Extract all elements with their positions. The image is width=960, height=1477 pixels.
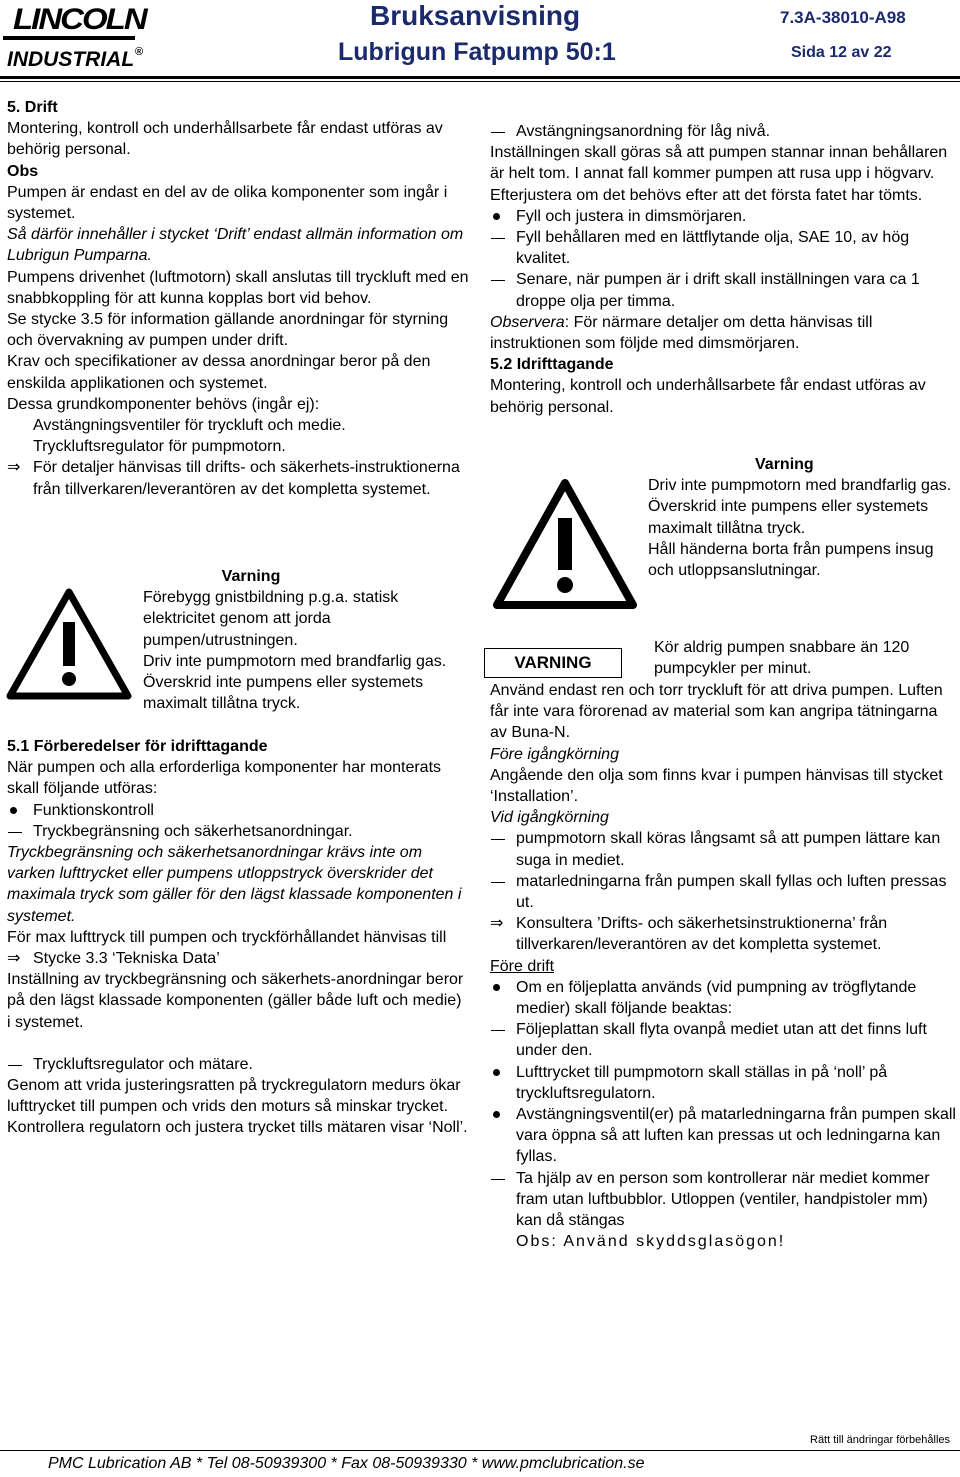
arrow-icon: ⇒ <box>7 950 21 968</box>
section-heading-5-2: 5.2 Idrifttagande <box>490 356 614 374</box>
reference-text: Stycke 3.3 ‘Tekniska Data’ <box>33 950 220 968</box>
bullet-item <box>490 1104 956 1168</box>
paragraph: Kontrollera regulatorn och justera trycket tills mätaren visar ‘Noll’. <box>7 1119 468 1137</box>
logo-bar <box>3 36 135 40</box>
warning-title: Varning <box>221 568 281 585</box>
italic-note: Tryckbegränsning och säkerhetsanordningar krävs inte om varken lufttrycket eller pumpens utloppstryck överskrider det maximala tryck som gäller för den lägst klassade komponenten i systemet. <box>7 844 462 925</box>
bullet-item <box>490 206 954 227</box>
dash-text: Följeplattan skall flyta ovanpå mediet utan att det finns luft under den. <box>516 1021 927 1060</box>
dash-text: Ta hjälp av en person som kontrollerar när mediet kommer fram utan luftbubblor. Utloppen (ventiler, handpistoler mm) kan då stängas <box>516 1169 930 1230</box>
warning-text: Överskrid inte pumpens eller systemets maximalt tillåtna tryck. <box>648 498 929 537</box>
lincoln-logo <box>3 2 153 74</box>
bullet-item <box>490 977 956 1019</box>
paragraph: Så därför innehåller i stycket ‘Drift’ endast allmän information om Lubrigun Pumparna. <box>7 226 464 265</box>
document-title: Bruksanvisning <box>370 0 581 31</box>
warning-title: Varning <box>755 456 814 473</box>
component-item: Avstängningsventiler för tryckluft och medie. <box>33 417 346 435</box>
arrow-icon: ⇒ <box>490 915 504 933</box>
dash-item <box>490 269 954 311</box>
dash-item <box>490 828 956 870</box>
logo-lincoln-text: LINCOLN <box>13 1 146 36</box>
paragraph: Se stycke 3.5 för information gällande anordningar för styrning och övervakning av pumpen under drift. <box>7 311 449 350</box>
footer-contact: PMC Lubrication AB * Tel 08-50939300 * Fax 08-50939330 * www.pmclubrication.se <box>48 1455 645 1472</box>
spacer <box>7 1033 469 1054</box>
reference-item <box>490 913 956 955</box>
dash-item <box>7 821 469 842</box>
observera-note <box>490 312 954 354</box>
right-column <box>490 121 954 418</box>
warning-text: Håll händerna borta från pumpens insug och utloppsanslutningar. <box>648 540 934 580</box>
logo-industrial-text: INDUSTRIAL <box>7 48 135 71</box>
subheading: Före drift <box>490 957 555 975</box>
paragraph: För max lufttryck till pumpen och tryckförhållandet hänvisas till <box>7 928 447 946</box>
reference-item <box>7 457 469 499</box>
footer-rule <box>0 1450 960 1451</box>
paragraph: Pumpen är endast en del av de olika komponenter som ingår i systemet. <box>7 183 448 223</box>
paragraph: Genom att vrida justeringsratten på tryckregulatorn medurs ökar lufttrycket till pumpen och vrids den moturs så minskar trycket. <box>7 1077 461 1116</box>
paragraph: Dessa grundkomponenter behövs (ingår ej): <box>7 395 320 413</box>
observera-text: : För närmare detaljer om detta hänvisas till instruktionen som följde med dimsmörjaren. <box>490 313 873 353</box>
reference-item <box>7 948 469 969</box>
reference-text: Konsultera ’Drifts- och säkerhetsinstruktionerna’ från tillverkaren/leverantören av det kompletta systemet. <box>516 915 888 954</box>
bullet-item <box>490 1062 956 1104</box>
dash-item <box>490 1019 956 1061</box>
dash-item <box>7 1054 469 1075</box>
varning-box: VARNING <box>484 648 622 678</box>
document-number: 7.3A-38010-A98 <box>780 8 906 27</box>
varning-text: Kör aldrig pumpen snabbare än 120 pumpcykler per minut. <box>654 639 910 678</box>
warning-triangle-icon <box>492 478 638 610</box>
document-subtitle: Lubrigun Fatpump 50:1 <box>338 38 616 66</box>
warning-text: Förebygg gnistbildning p.g.a. statisk elektricitet genom att jorda pumpen/utrustningen. <box>143 589 399 649</box>
arrow-icon: ⇒ <box>7 459 21 477</box>
paragraph: Angående den olja som finns kvar i pumpen hänvisas till stycket ‘Installation’. <box>490 766 943 806</box>
dash-item <box>490 1168 956 1232</box>
obs-heading: Obs <box>7 162 39 180</box>
left-column <box>7 97 469 500</box>
dash-item <box>490 871 956 913</box>
component-item: Tryckluftsregulator för pumpmotorn. <box>33 438 286 456</box>
bullet-text: Avstängningsventil(er) på matarledningarna från pumpen skall vara öppna så att luften kan pressas ut och ledningarna kan fyllas. <box>516 1106 956 1166</box>
paragraph: Pumpens drivenhet (luftmotorn) skall anslutas till tryckluft med en snabbkoppling för att kunna kopplas bort vid behov. <box>7 268 469 307</box>
dash-text: Senare, när pumpen är i drift skall inställningen vara ca 1 droppe olja per timma. <box>516 271 920 310</box>
safety-note: Obs: Använd skyddsglasögon! <box>516 1233 786 1251</box>
bullet-text: Lufttrycket till pumpmotorn skall ställas in på ‘noll’ på tryckluftsregulatorn. <box>516 1063 888 1102</box>
dash-text: Fyll behållaren med en lättflytande olja, SAE 10, av hög kvalitet. <box>516 229 910 268</box>
right-warning <box>648 454 954 581</box>
dash-text: matarledningarna från pumpen skall fyllas och luften pressas ut. <box>516 872 947 912</box>
bullet-text: Om en följeplatta används (vid pumpning av trögflytande medier) skall följande beaktas: <box>516 978 917 1018</box>
bullet-text: Funktionskontroll <box>33 801 154 819</box>
dash-item <box>490 121 954 142</box>
dash-text: Tryckbegränsning och säkerhetsanordningar. <box>33 822 353 840</box>
dash-item <box>490 227 954 269</box>
paragraph: När pumpen och alla erforderliga komponenter har monterats skall följande utföras: <box>7 759 442 798</box>
reference-text: För detaljer hänvisas till drifts- och säkerhets-instruktionerna från tillverkaren/leverantören av det kompletta systemet. <box>33 459 460 498</box>
header-rule-thin <box>0 81 960 82</box>
warning-text: Driv inte pumpmotorn med brandfarlig gas. <box>143 652 447 670</box>
warning-triangle-icon <box>6 588 132 700</box>
warning-text: Överskrid inte pumpens eller systemets maximalt tillåtna tryck. <box>143 674 424 713</box>
header-rule <box>0 76 960 79</box>
page-number: Sida 12 av 22 <box>791 44 892 61</box>
section-heading-5: 5. Drift <box>7 99 58 116</box>
warning-text: Driv inte pumpmotorn med brandfarlig gas. <box>648 477 952 495</box>
paragraph: Inställning av tryckbegränsning och säkerhets-anordningar beror på den lägst klassade komponenten (gäller både luft och medie) i systemet. <box>7 971 464 1031</box>
paragraph: Krav och specifikationer av dessa anordningar beror på den enskilda applikationen och systemet. <box>7 353 431 392</box>
dash-text: Tryckluftsregulator och mätare. <box>33 1055 253 1073</box>
section-heading-5-1: 5.1 Förberedelser för idrifttagande <box>7 738 268 755</box>
left-column-lower <box>7 736 469 1139</box>
rights-notice: Rätt till ändringar förbehålles <box>810 1434 951 1446</box>
right-column-lower <box>490 680 956 1252</box>
observera-label: Observera <box>490 313 565 331</box>
dash-text: pumpmotorn skall köras långsamt så att pumpen lättare kan suga in mediet. <box>516 830 941 869</box>
left-warning <box>143 566 469 714</box>
bullet-item <box>7 800 469 821</box>
subheading: Före igångkörning <box>490 745 619 763</box>
subheading: Vid igångkörning <box>490 809 609 827</box>
paragraph: Använd endast ren och torr tryckluft för att driva pumpen. Luften får inte vara förorenad av material som kan angripa tätningarna av Buna-N. <box>490 682 943 742</box>
paragraph: Inställningen skall göras så att pumpen stannar innan behållaren är helt tom. I annat fall kommer pumpen att rusa upp i högvarv. Efterjustera om det behövs efter att det första fatet har tömts. <box>490 144 948 204</box>
bullet-text: Fyll och justera in dimsmörjaren. <box>516 207 747 225</box>
dash-text: Avstängningsanordning för låg nivå. <box>516 123 771 140</box>
paragraph: Montering, kontroll och underhållsarbete får endast utföras av behörig personal. <box>490 377 926 416</box>
registered-mark: ® <box>135 46 144 58</box>
paragraph: Montering, kontroll och underhållsarbete får endast utföras av behörig personal. <box>7 120 443 159</box>
